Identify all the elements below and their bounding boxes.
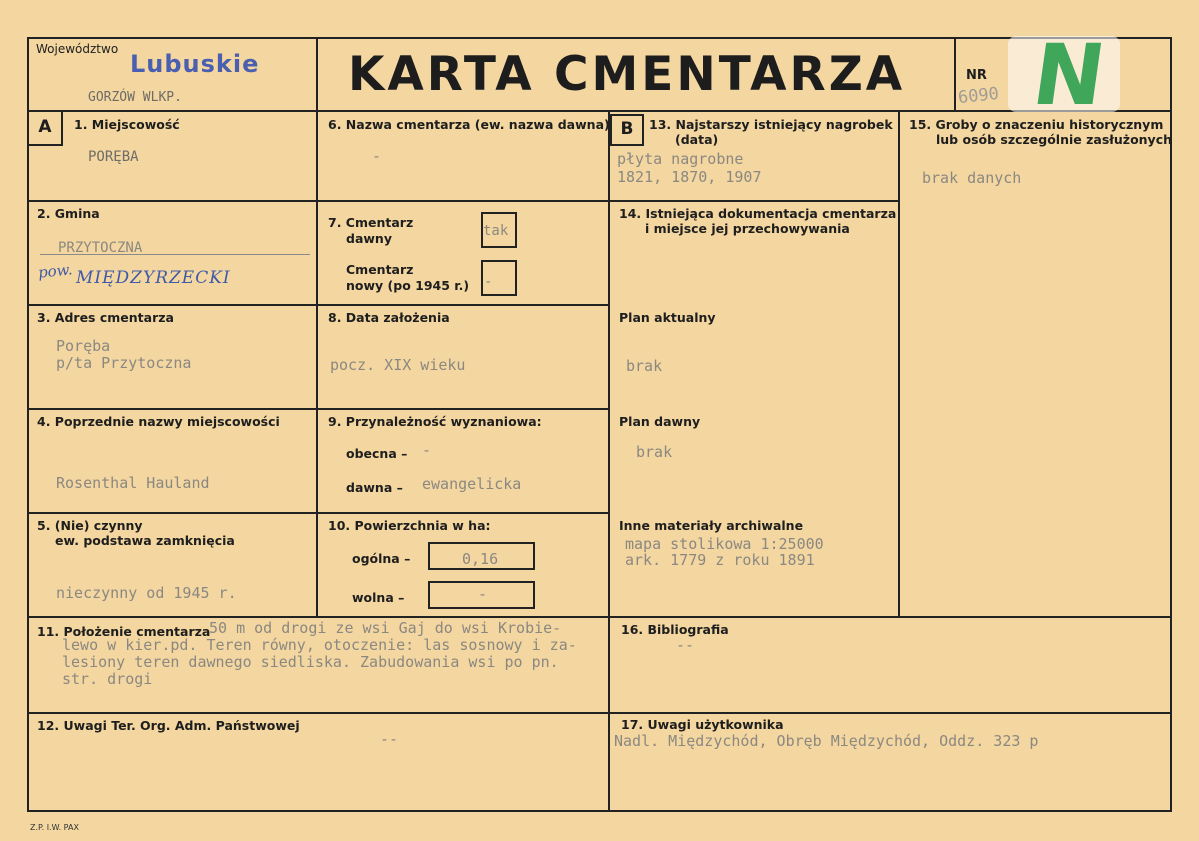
inne-materialy-value-1: mapa stolikowa 1:25000 — [625, 535, 824, 553]
row-divider-512 — [27, 512, 609, 514]
nr-divider — [954, 37, 956, 111]
plan-dawny-value: brak — [636, 443, 673, 461]
field-10-label: 10. Powierzchnia w ha: — [328, 518, 491, 533]
field-9-obecna-value: - — [422, 441, 432, 459]
field-4-value: Rosenthal Hauland — [56, 474, 210, 492]
field-5-value: nieczynny od 1945 r. — [56, 584, 237, 602]
field-3-label: 3. Adres cmentarza — [37, 310, 174, 325]
wojewodztwo-value: Lubuskie — [130, 50, 260, 78]
field-2-hand-value: MIĘDZYRZECKI — [76, 268, 231, 288]
field-9-dawna-value: ewangelicka — [422, 475, 522, 493]
field-16-value: -- — [676, 636, 695, 654]
plan-aktualny-label: Plan aktualny — [619, 310, 716, 325]
field-13-label-1: 13. Najstarszy istniejący nagrobek — [649, 117, 893, 132]
field-17-label: 17. Uwagi użytkownika — [621, 717, 784, 732]
inne-materialy-label: Inne materiały archiwalne — [619, 518, 804, 533]
nr-value: 6090 — [957, 83, 1000, 109]
frame-top — [27, 37, 1172, 39]
col-divider-608 — [608, 110, 610, 812]
field-11-line-3: lesiony teren dawnego siedliska. Zabudowania wsi po pn. — [62, 653, 559, 671]
field-11-line-4: str. drogi — [62, 670, 153, 688]
field-12-value: -- — [380, 730, 399, 748]
field-11-line-2: lewo w kier.pd. Teren równy, otoczenie: las sosnowy i za- — [62, 636, 577, 654]
field-15-label-1: 15. Groby o znaczeniu historycznym — [909, 117, 1164, 132]
field-7-dawny-value: tak — [483, 223, 509, 239]
field-10-wolna-value: - — [478, 585, 488, 603]
field-2-hand-prefix: pow. — [37, 260, 74, 282]
field-14-label-1: 14. Istniejąca dokumentacja cmentarza — [619, 206, 897, 221]
col-divider-316 — [316, 37, 318, 617]
plan-dawny-label: Plan dawny — [619, 414, 701, 429]
frame-bottom — [27, 810, 1172, 812]
field-5-label-2: ew. podstawa zamknięcia — [55, 533, 235, 548]
field-6-value: - — [372, 147, 382, 165]
row-divider-616 — [27, 616, 1172, 618]
field-5-label-1: 5. (Nie) czynny — [37, 518, 143, 533]
nr-stamp: N — [1027, 26, 1112, 124]
wojewodztwo-label: Województwo — [36, 42, 119, 56]
inne-materialy-value-2: ark. 1779 z roku 1891 — [625, 551, 815, 569]
field-1-label: 1. Miejscowość — [74, 117, 180, 132]
field-10-ogolna-value: 0,16 — [462, 550, 499, 568]
section-a-letter: A — [38, 117, 52, 137]
row-divider-408 — [27, 408, 609, 410]
row-divider-304 — [27, 304, 609, 306]
field-7-nowy-value: - — [484, 274, 493, 290]
field-3-value-2: p/ta Przytoczna — [56, 354, 192, 372]
field-7-label-nowy-2: nowy (po 1945 r.) — [346, 278, 470, 293]
field-15-label-2: lub osób szczególnie zasłużonych — [936, 132, 1173, 147]
field-12-label: 12. Uwagi Ter. Org. Adm. Państwowej — [37, 718, 300, 733]
section-b-letter: B — [620, 119, 634, 139]
field-6-label: 6. Nazwa cmentarza (ew. nazwa dawna) — [328, 117, 610, 132]
row-divider-200 — [27, 200, 609, 202]
frame-right — [1170, 37, 1172, 812]
row-divider-712 — [27, 712, 1172, 714]
card-title: KARTA CMENTARZA — [348, 47, 906, 102]
field-2-label: 2. Gmina — [37, 206, 100, 221]
field-7-label-dawny-1: 7. Cmentarz — [328, 215, 414, 230]
field-13-value-1: płyta nagrobne — [617, 150, 744, 168]
frame-left — [27, 37, 29, 812]
nr-label: NR — [966, 68, 987, 83]
field-11-label: 11. Położenie cmentarza — [37, 624, 211, 639]
field-11-line-1: 50 m od drogi ze wsi Gaj do wsi Krobie- — [209, 619, 562, 637]
field-14-label-2: i miejsce jej przechowywania — [645, 221, 850, 236]
row-divider-b-200 — [608, 200, 898, 202]
field-1-value: PORĘBA — [88, 149, 139, 165]
field-8-label: 8. Data założenia — [328, 310, 450, 325]
field-2-value: PRZYTOCZNA — [58, 240, 143, 256]
field-9-label: 9. Przynależność wyznaniowa: — [328, 414, 542, 429]
printer-mark: Z.P. I.W. PAX — [30, 823, 79, 832]
field-10-wolna-label: wolna – — [352, 590, 405, 605]
col-divider-898 — [898, 110, 900, 617]
field-16-label: 16. Bibliografia — [621, 622, 729, 637]
wojewodztwo-old: GORZÓW WLKP. — [88, 90, 182, 105]
field-15-value: brak danych — [922, 169, 1022, 187]
field-3-value-1: Poręba — [56, 337, 111, 355]
field-7-label-nowy-1: Cmentarz — [346, 262, 414, 277]
header-divider — [27, 110, 1172, 112]
field-17-value: Nadl. Międzychód, Obręb Międzychód, Oddz. 323 p — [614, 732, 1039, 750]
field-8-value: pocz. XIX wieku — [330, 356, 466, 374]
field-13-value-2: 1821, 1870, 1907 — [617, 168, 762, 186]
field-9-obecna-label: obecna – — [346, 446, 408, 461]
plan-aktualny-value: brak — [626, 357, 663, 375]
field-7-label-dawny-2: dawny — [346, 231, 392, 246]
field-9-dawna-label: dawna – — [346, 480, 403, 495]
field-4-label: 4. Poprzednie nazwy miejscowości — [37, 414, 280, 429]
field-13-label-2: (data) — [675, 132, 719, 147]
field-10-ogolna-label: ogólna – — [352, 551, 411, 566]
